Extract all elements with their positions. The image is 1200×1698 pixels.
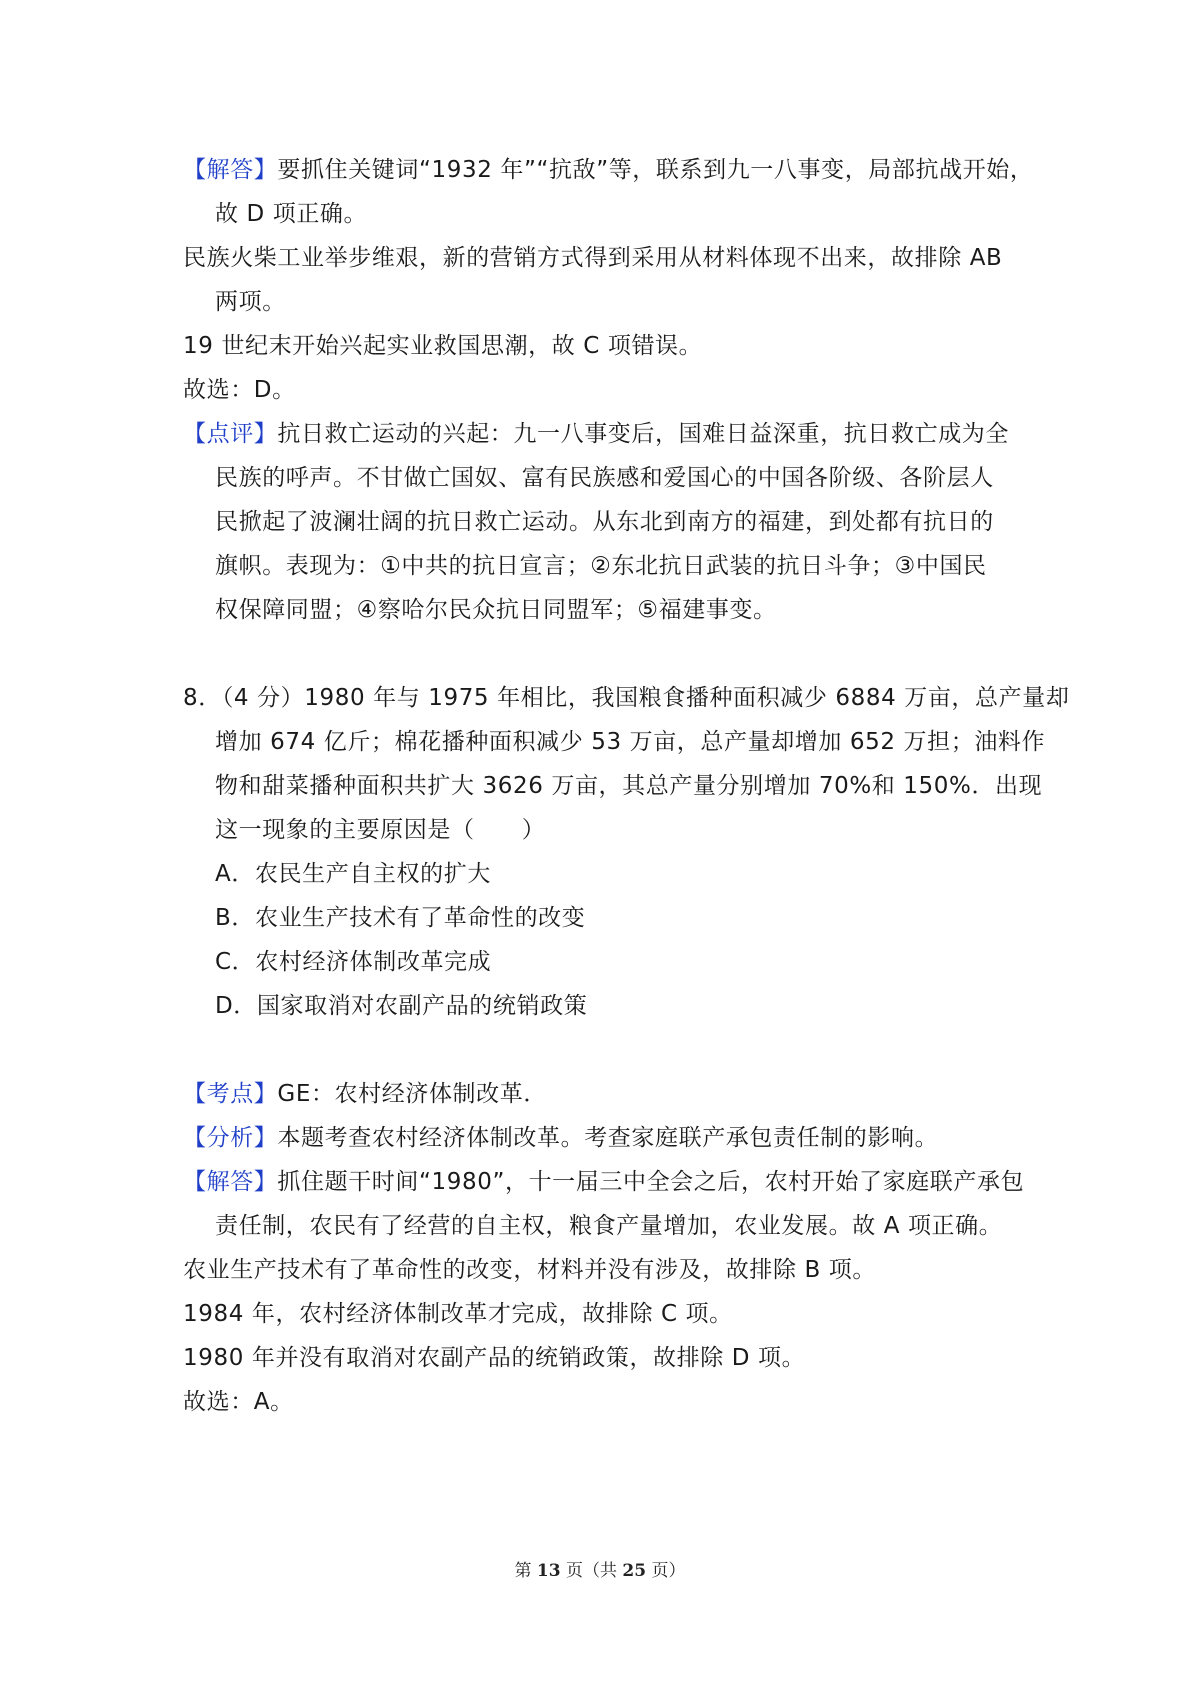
paragraph-line-4: 两项。 xyxy=(215,289,286,315)
option-b: B．农业生产技术有了革命性的改变 xyxy=(215,905,586,931)
total-pages: 25 xyxy=(622,1561,647,1581)
dianping-text-line-5: 权保障同盟；④察哈尔民众抗日同盟军；⑤福建事变。 xyxy=(215,597,777,623)
jieda-8-text-line-2: 责任制，农民有了经营的自主权，粮食产量增加，农业发展。故 A 项正确。 xyxy=(215,1213,1003,1239)
jieda-text-line-2: 故 D 项正确。 xyxy=(215,201,368,227)
paragraph-line-5: 19 世纪末开始兴起实业救国思潮，故 C 项错误。 xyxy=(183,333,703,359)
option-d: D．国家取消对农副产品的统销政策 xyxy=(215,993,588,1019)
jieda-text-line-1: 要抓住关键词“1932 年”“抗敌”等，联系到九一八事变，局部抗战开始， xyxy=(277,157,1034,183)
dianping-paragraph xyxy=(183,419,1009,449)
dianping-text-line-2: 民族的呼声。不甘做亡国奴、富有民族感和爱国心的中国各阶级、各阶层人 xyxy=(215,465,994,491)
dianping-text-line-1: 抗日救亡运动的兴起：九一八事变后，国难日益深重，抗日救亡成为全 xyxy=(277,421,1010,447)
answer-8-line-5: 1980 年并没有取消对农副产品的统销政策，故排除 D 项。 xyxy=(183,1345,806,1371)
jieda-8-text-line-1: 抓住题干时间“1980”，十一届三中全会之后，农村开始了家庭联产承包 xyxy=(277,1169,1025,1195)
option-c: C．农村经济体制改革完成 xyxy=(215,949,492,975)
answer-8-choice-line: 故选：A。 xyxy=(183,1389,294,1415)
kaodian-tag: 【考点】 xyxy=(183,1081,278,1107)
dianping-text-line-3: 民掀起了波澜壮阔的抗日救亡运动。从东北到南方的福建，到处都有抗日的 xyxy=(215,509,994,535)
jieda-8-tag: 【解答】 xyxy=(183,1169,278,1195)
kaodian-text: GE：农村经济体制改革． xyxy=(277,1081,547,1107)
answer-choice-line: 故选：D。 xyxy=(183,377,296,403)
page-number: 13 xyxy=(536,1561,561,1581)
fenxi-paragraph xyxy=(183,1123,938,1153)
paragraph-line-3: 民族火柴工业举步维艰，新的营销方式得到采用从材料体现不出来，故排除 AB xyxy=(183,245,1003,271)
kaodian-paragraph xyxy=(183,1079,547,1109)
dianping-text-line-4: 旗帜。表现为：①中共的抗日宣言；②东北抗日武装的抗日斗争；③中国民 xyxy=(215,553,987,579)
answer-8-line-4: 1984 年，农村经济体制改革才完成，故排除 C 项。 xyxy=(183,1301,733,1327)
question-8-line-4: 这一现象的主要原因是（ ） xyxy=(215,817,546,843)
answer-8-line-3: 农业生产技术有了革命性的改变，材料并没有涉及，故排除 B 项。 xyxy=(183,1257,877,1283)
fenxi-text: 本题考查农村经济体制改革。考查家庭联产承包责任制的影响。 xyxy=(277,1125,939,1151)
question-8-line-3: 物和甜菜播种面积共扩大 3626 万亩，其总产量分别增加 70%和 150%．出现 xyxy=(215,773,1043,799)
footer-prefix: 第 xyxy=(514,1561,532,1581)
fenxi-tag: 【分析】 xyxy=(183,1125,278,1151)
footer-middle: 页（共 xyxy=(566,1561,617,1581)
question-8-line-1: 8．（4 分）1980 年与 1975 年相比，我国粮食播种面积减少 6884 万亩，总产量却 xyxy=(183,685,1070,711)
jieda-paragraph xyxy=(183,155,1034,185)
page-footer xyxy=(0,1556,1200,1581)
jieda-tag: 【解答】 xyxy=(183,157,278,183)
footer-suffix: 页） xyxy=(651,1561,686,1581)
option-a: A．农民生产自主权的扩大 xyxy=(215,861,491,887)
dianping-tag: 【点评】 xyxy=(183,421,278,447)
jieda-8-paragraph xyxy=(183,1167,1024,1197)
question-8-line-2: 增加 674 亿斤；棉花播种面积减少 53 万亩，总产量却增加 652 万担；油料作 xyxy=(215,729,1046,755)
